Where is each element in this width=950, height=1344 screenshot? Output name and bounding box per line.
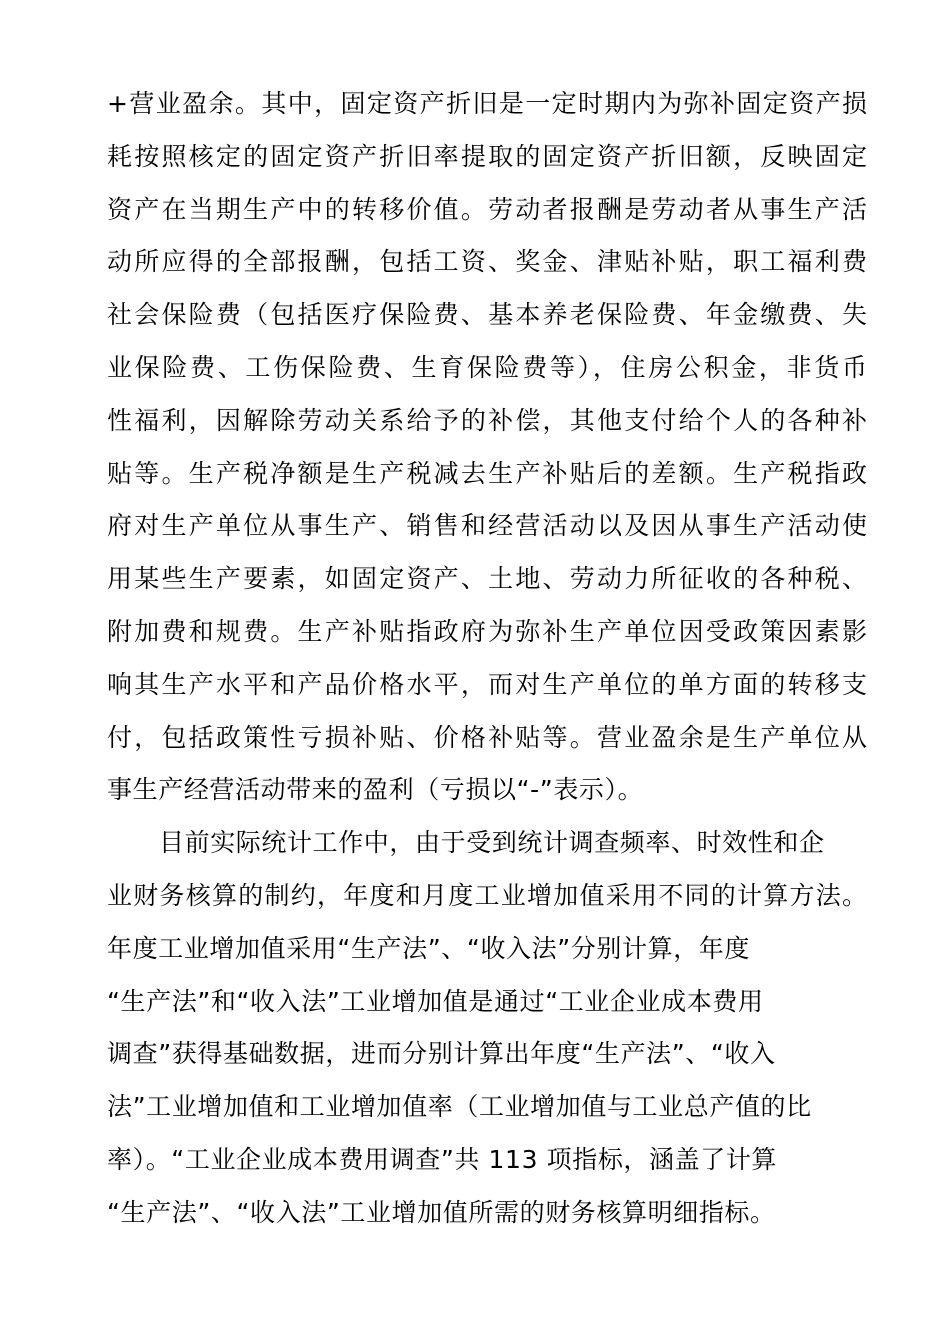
text-line: 用某些生产要素，如固定资产、土地、劳动力所征收的各种税、 [107,564,867,594]
text-line: 性福利，因解除劳动关系给予的补偿，其他支付给个人的各种补 [107,405,867,435]
text-line: “生产法”和“收入法”工业增加值是通过“工业企业成本费用 [107,986,764,1016]
text-line: 率）。“工业企业成本费用调查”共 113 项指标，涵盖了计算 [107,1144,778,1174]
text-line: 付，包括政策性亏损补贴、价格补贴等。营业盈余是生产单位从 [107,722,867,752]
text-line: 动所应得的全部报酬，包括工资、奖金、津贴补贴，职工福利费 [107,247,867,277]
text-line: 业财务核算的制约，年度和月度工业增加值采用不同的计算方法。 [107,880,867,910]
text-line: 响其生产水平和产品价格水平，而对生产单位的单方面的转移支 [107,669,867,699]
text-line: 资产在当期生产中的转移价值。劳动者报酬是劳动者从事生产活 [107,194,867,224]
text-line: 贴等。生产税净额是生产税减去生产补贴后的差额。生产税指政 [107,458,867,488]
text-line: 府对生产单位从事生产、销售和经营活动以及因从事生产活动使 [107,511,867,541]
text-line: 年度工业增加值采用“生产法”、“收入法”分别计算，年度 [107,933,751,963]
text-line: 事生产经营活动带来的盈利（亏损以“-”表示）。 [107,775,644,805]
paragraph-1 [107,78,867,817]
text-line: 附加费和规费。生产补贴指政府为弥补生产单位因受政策因素影 [107,616,867,646]
text-line: 耗按照核定的固定资产折旧率提取的固定资产折旧额，反映固定 [107,141,867,171]
paragraph-2 [107,817,867,1239]
text-line: 目前实际统计工作中，由于受到统计调查频率、时效性和企 [159,828,825,858]
text-line: “生产法”、“收入法”工业增加值所需的财务核算明细指标。 [107,1197,776,1227]
text-line: 社会保险费（包括医疗保险费、基本养老保险费、年金缴费、失 [107,300,867,330]
text-line: 业保险费、工伤保险费、生育保险费等），住房公积金，非货币 [107,352,867,382]
text-line: +营业盈余。其中，固定资产折旧是一定时期内为弥补固定资产损 [107,89,867,118]
text-line: 调查”获得基础数据，进而分别计算出年度“生产法”、“收入 [107,1039,776,1069]
text-line: 法”工业增加值和工业增加值率（工业增加值与工业总产值的比 [107,1092,812,1122]
body-text [107,78,867,1240]
